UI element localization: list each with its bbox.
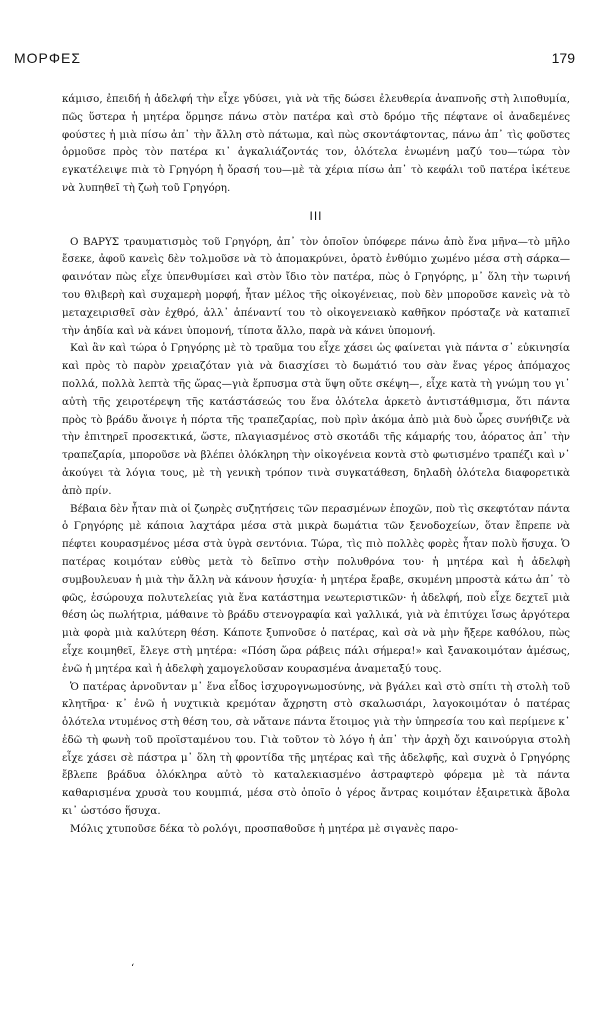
running-head: ΜΟΡΦΕΣ xyxy=(14,50,82,66)
page-number: 179 xyxy=(551,50,575,66)
stray-print-mark: ‘ xyxy=(131,963,135,974)
paragraph-2: Ο ΒΑΡΥΣ τραυματισμὸς τοῦ Γρηγόρη, ἀπ᾿ τὸν ὁποῖον ὑπόφερε πάνω ἀπὸ ἕνα μῆνα—τὸ μῆλο ἔσεκε, ἀφοῦ κανεὶς δὲν τολμοῦσε νὰ τὸ ἀπομακρύνει, ὁρατὸ ἐνθύμιο χωμένο μέσα στὴ σάρκα—φαινόταν πὼς εἶχε ὑπενθυμίσει καὶ στὸν ἴδιο τὸν πατέρα, πὼς ὁ Γρηγόρης, μ᾿ ὅλη τὴν τωρινή του θλιβερὴ καὶ συχαμερὴ μορφή, ἦταν μέλος τῆς οἰκογένειας, ποὺ δὲν μποροῦσε κανεὶς νὰ τὸ μεταχειρισθεῖ σὰν ἐχθρό, ἀλλ᾿ ἀπέναντί του τὸ οἰκογενειακὸ καθῆκον πρόσταζε νὰ καταπιεῖ τὴν ἀηδία καὶ νὰ κάνει ὑπομονή, τίποτα ἄλλο, παρὰ νὰ κάνει ὑπομονή. xyxy=(62,235,570,337)
paragraph-5: Ὁ πατέρας ἀρνοῦνταν μ᾿ ἕνα εἶδος ἰσχυρογνωμοσύνης, νὰ βγάλει καὶ στὸ σπίτι τὴ στολὴ τοῦ κλητῆρα· κ᾿ ἐνῶ ἡ νυχτικιὰ κρεμόταν ἄχρηστη στὸ σκαλωσιάρι, λαγοκοιμόταν ὁ πατέρας ὁλότελα ντυμένος στὴ θέση του, σὰ νἄτανε πάντα ἕτοιμος γιὰ τὴν ὑπηρεσία του καὶ περίμενε κ᾿ ἐδῶ τὴ φωνὴ τοῦ προϊσταμένου του. Γιὰ τοῦτον τὸ λόγο ἡ ἀπ᾿ τὴν ἀρχὴ ὄχι καινούργια στολὴ εἶχε χάσει σὲ πάστρα μ᾿ ὅλη τὴ φροντίδα τῆς μητέρας καὶ τῆς ἀδελφῆς, καὶ συχνὰ ὁ Γρηγόρης ἔβλεπε βράδυα ὁλόκληρα αὐτὸ τὸ καταλεκιασμένο ἀστραφτερὸ φόρεμα μὲ τὰ πάντα καθαρισμένα χρυσὰ του κουμπιά, μέσα στὸ ὁποῖο ὁ γέρος ἄντρας κοιμόταν ἐξαιρετικὰ ἄβολα κι᾿ ὡστόσο ἥσυχα. xyxy=(62,680,570,818)
paragraph-1: κάμισο, ἐπειδή ἡ ἀδελφή τὴν εἶχε γδύσει, γιὰ νὰ τῆς δώσει ἐλευθερία ἀναπνοῆς στὴ λιποθυμία, πῶς ὕστερα ἡ μητέρα ὅρμησε πάνω στὸν πατέρα καὶ στὸ δρόμο τῆς πέφτανε οἱ ἀναδεμένες φούστες ἡ μιὰ πίσω ἀπ᾿ τὴν ἄλλη στὸ πάτωμα, καὶ πὼς σκοντάφτοντας, πάνω ἀπ᾿ τὶς φοῦστες ὁρμοῦσε πρὸς τὸν πατέρα κι᾿ ἀγκαλιάζοντάς τον, ὁλότελα ἑνωμένη μαζύ του—τώρα τὸν εγκατέλειψε πιὰ τὸ Γρηγόρη ἡ ὅρασή του—μὲ τὰ χέρια πίσω ἀπ᾿ τὸ κεφάλι τοῦ πατέρα ἱκέτευε νὰ λυπηθεῖ τὴ ζωὴ τοῦ Γρηγόρη. xyxy=(62,93,570,194)
paragraph-4: Βέβαια δὲν ἦταν πιὰ οἱ ζωηρὲς συζητήσεις τῶν περασμένων ἐποχῶν, ποὺ τὶς σκεφτόταν πάντα ὁ Γρηγόρης μὲ κάποια λαχτάρα μέσα στὰ μικρὰ δωμάτια τῶν ξενοδοχείων, ὅταν ἔπρεπε νὰ πέφτει κουρασμένος μέσα στὰ ὑγρὰ σεντόνια. Τώρα, τὶς πιὸ πολλὲς φορὲς ἦταν πολὺ ἥσυχα. Ὁ πατέρας κοιμόταν εὐθὺς μετὰ τὸ δεῖπνο στὴν πολυθρόνα του· ἡ μητέρα καὶ ἡ ἀδελφὴ συμβουλευαν ἡ μιὰ τὴν ἄλλη νὰ κάνουν ἡσυχία· ἡ μητέρα ἔραβε, σκυμένη μπροστὰ κάτω ἀπ᾿ τὸ φῶς, ἑσώρουχα πολυτελείας γιὰ ἕνα κατάστημα νεωτεριστικῶν· ἡ ἀδελφή, ποὺ εἶχε δεχτεῖ μιὰ θέση ὡς πωλήτρια, μάθαινε τὸ βράδυ στενογραφία καὶ γαλλικά, γιὰ νὰ ἐπιτύχει ἴσως ἀργότερα μιὰ φορὰ μιὰ καλύτερη θέση. Κάποτε ξυπνοῦσε ὁ πατέρας, καὶ σὰ νὰ μὴν ἤξερε καθόλου, πὼς εἶχε κοιμηθεῖ, ἔλεγε στὴ μητέρα: «Πόση ὥρα ράβεις πάλι σήμερα!» καὶ ξανακοιμόταν ἀμέσως, ἐνῶ ἡ μητέρα καὶ ἡ ἀδελφὴ χαμογελοῦσαν κουρασμένα ἀναμεταξύ τους. xyxy=(62,502,570,675)
body-text xyxy=(62,91,570,839)
paragraph-6: Μόλις χτυποῦσε δέκα τὸ ρολόγι, προσπαθοῦσε ἡ μητέρα μὲ σιγανὲς παρο- xyxy=(70,822,459,835)
section-number: III xyxy=(309,208,323,223)
page-header xyxy=(14,50,589,72)
paragraph-3: Καὶ ἂν καὶ τώρα ὁ Γρηγόρης μὲ τὸ τραῦμα του εἶχε χάσει ὡς φαίνεται γιὰ πάντα σ᾿ εὐκινησία καὶ πρὸς τὸ παρὸν χρειαζόταν γιὰ νὰ διασχίσει τὸ δωμάτιό του σὰν ἕνας γέρος ἀπόμαχος πολλά, πολλὰ λεπτὰ τῆς ὥρας—γιὰ ἕρπυσμα στὰ ὕψη οὔτε σκέψη—, εἶχε κατὰ τὴ γνώμη του γι᾿ αὐτὴ τῆς χειροτέρεψη τῆς κατάστάσεώς του ἕνα ὁλότελα ἀρκετὸ ἀντιστάθμισμα, ὅτι πάντα πρὸς τὸ βράδυ ἄνοιγε ἡ πόρτα τῆς τραπεζαρίας, ποὺ πρὶν ἀκόμα ἀπὸ μιὰ δυὸ ὧρες συνήθιζε νὰ τὴν ἐπιτηρεῖ προσεκτικά, ὥστε, πλαγιασμένος στὸ σκοτάδι τῆς κάμαρής του, ἀόρατος ἀπ᾿ τὴν τραπεζαρία, μποροῦσε νὰ βλέπει ὁλόκληρη τὴν οἰκογένεια κοντὰ στὸ φωτισμένο τραπέζι καὶ ν᾿ ἀκούγει τὰ λόγια τους, μὲ τὴ γενικὴ τρόπον τινὰ συγκατάθεση, δηλαδὴ ὁλότελα διαφορετικὰ ἀπὸ πρίν. xyxy=(62,342,570,497)
